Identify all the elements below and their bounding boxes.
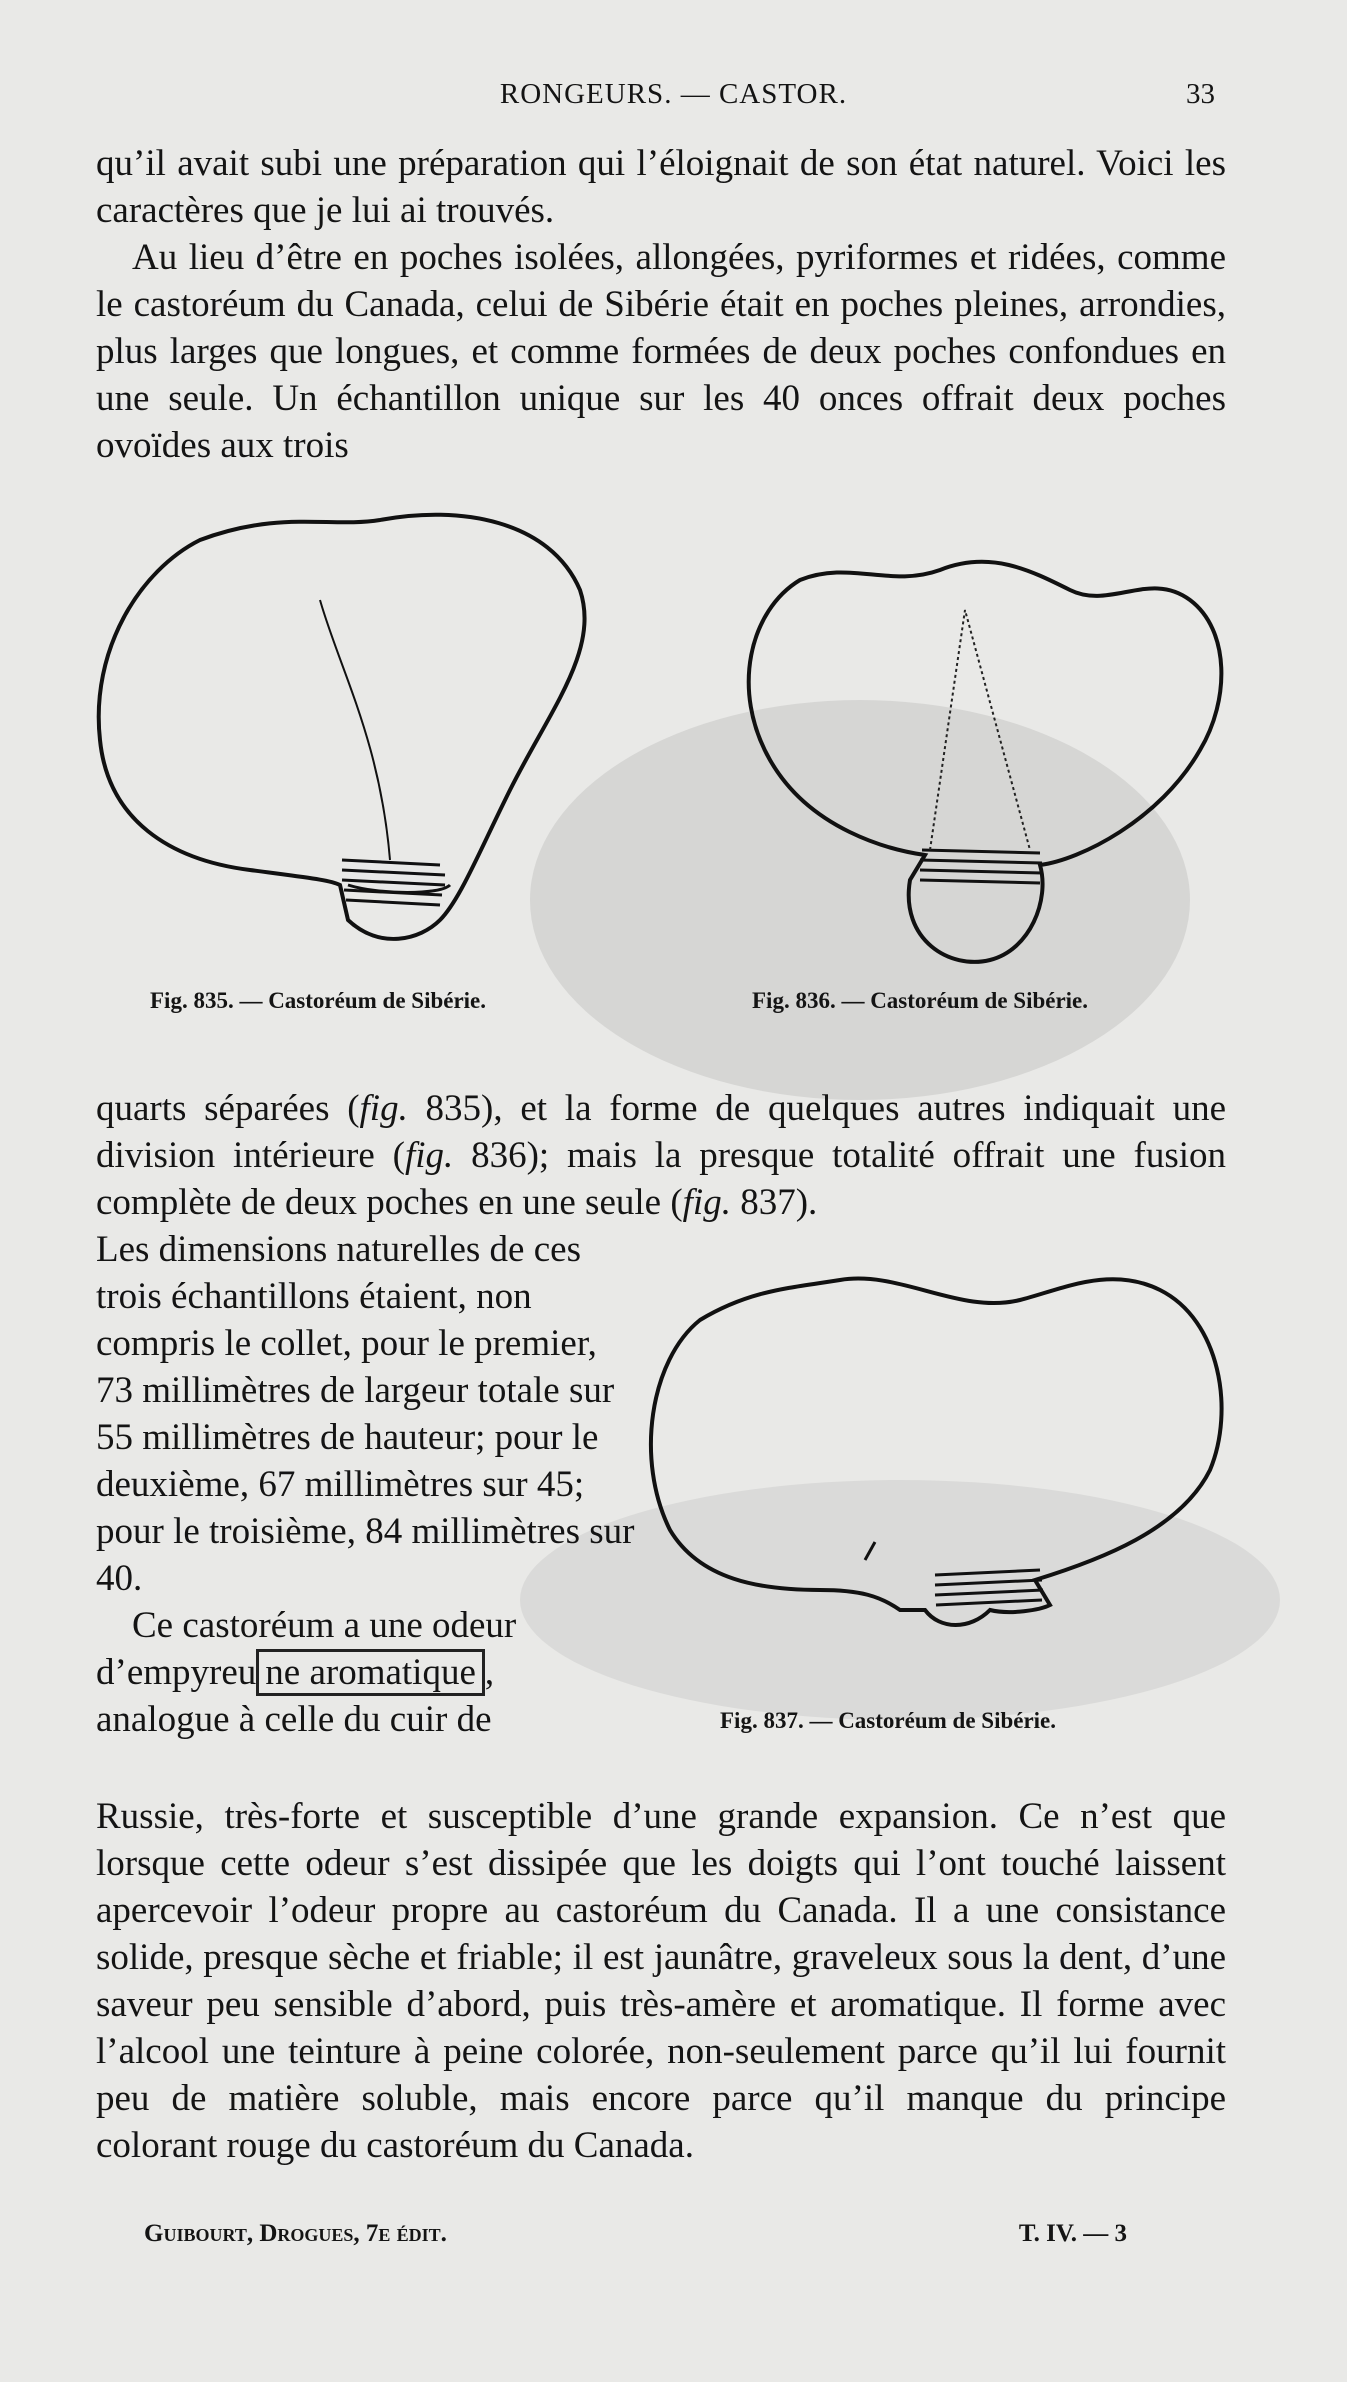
figure-837-caption: Fig. 837. — Castoréum de Sibérie. [720, 1708, 1057, 1733]
running-header [0, 78, 1347, 118]
figure-837-drawing [640, 1260, 1240, 1680]
paragraph-continuation: qu’il avait subi une préparation qui l’éloignait de son état naturel. Voici les caractères que je lui ai trouvés. [96, 143, 1226, 231]
page-footer [0, 2220, 1347, 2256]
figure-835-caption: Fig. 835. — Castoréum de Sibérie. [150, 988, 487, 1013]
boxed-word: ne aromatique [256, 1649, 485, 1696]
paragraph-description: Au lieu d’être en poches isolées, allongées, pyriformes et ridées, comme le castoréum du Canada, celui de Sibérie était en poches pleines, arrondies, plus larges que longues, et comme formées de deux poches confondues en une seule. Un échantillon unique sur les 40 onces offrait deux poches ovoïdes aux trois [96, 237, 1226, 466]
figure-references-paragraph [96, 1085, 1226, 1226]
paragraph-dimensions: Les dimensions naturelles de ces trois échantillons étaient, non compris le collet, pour le premier, 73 millimètres de largeur totale sur 55 millimètres de hauteur; pour le deuxième, 67 millimètres sur 45; pour le troisième, 84 millimètres sur 40. [96, 1229, 635, 1599]
top-paragraphs [96, 140, 1226, 469]
paragraph-odor: Ce castoréum a une odeur d’empyreu ne aromatique , analogue à celle du cuir de [96, 1605, 517, 1740]
figure-836-caption: Fig. 836. — Castoréum de Sibérie. [752, 988, 1089, 1013]
page-number: 33 [1186, 78, 1215, 110]
footer-volume: T. IV. — 3 [1018, 2220, 1127, 2247]
figure-836-drawing [730, 520, 1230, 980]
bottom-paragraph [96, 1793, 1226, 2169]
paragraph-figure-refs: quarts séparées (fig. 835), et la forme de quelques autres indiquait une division intérieure (fig. 836); mais la presque totalité offrait une fusion complète de deux poches en une seule (fig. 837). [96, 1088, 1226, 1223]
header-title: RONGEURS. — CASTOR. [499, 78, 848, 110]
figure-835-drawing [80, 500, 640, 970]
paragraph-properties: Russie, très-forte et susceptible d’une grande expansion. Ce n’est que lorsque cette odeur s’est dissipée que les doigts qui l’ont touché laissent apercevoir l’odeur propre au castoréum du Canada. Il a une consistance solide, presque sèche et friable; il est jaunâtre, graveleux sous la dent, d’une saveur peu sensible d’abord, puis très-amère et aromatique. Il forme avec l’alcool une teinture à peine colorée, non-seulement parce qu’il lui fournit peu de matière soluble, mais encore parce qu’il manque du principe colorant rouge du castoréum du Canada. [96, 1796, 1226, 2166]
footer-signature: Guibourt, Drogues, 7e édit. [144, 2220, 447, 2247]
dimensions-paragraphs [96, 1226, 636, 1743]
